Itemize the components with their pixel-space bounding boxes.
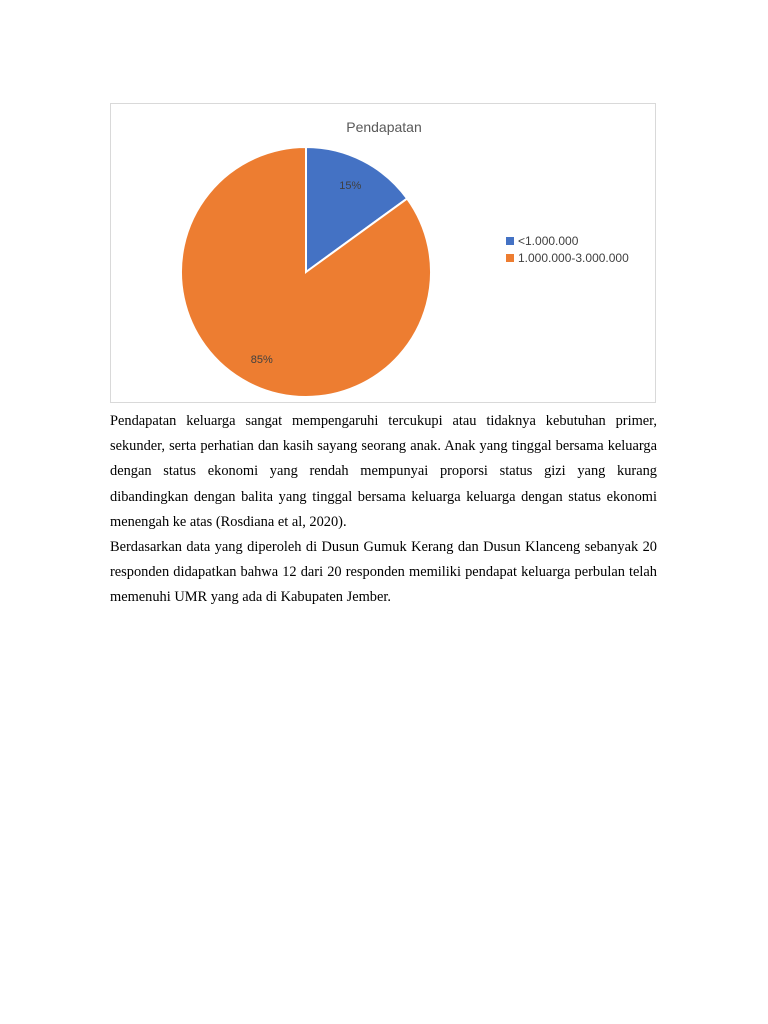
legend-swatch — [506, 254, 514, 262]
pie-slice-label: 15% — [339, 180, 362, 193]
legend-swatch — [506, 237, 514, 245]
pie-chart-svg — [111, 104, 657, 404]
chart-legend — [506, 234, 629, 265]
legend-label: 1.000.000-3.000.000 — [518, 251, 629, 265]
pie-slices — [181, 147, 431, 397]
legend-label: <1.000.000 — [518, 234, 579, 248]
paragraph-2: Berdasarkan data yang diperoleh di Dusun Gumuk Kerang dan Dusun Klanceng sebanyak 20 responden didapatkan bahwa 12 dari 20 responden memiliki pendapat keluarga perbulan telah memenuhi UMR yang ada di Kabupaten Jember. — [110, 539, 657, 606]
chart-title: Pendapatan — [346, 119, 422, 135]
pie-chart — [110, 103, 656, 403]
pie-slice-label: 85% — [250, 353, 273, 366]
body-text — [110, 409, 657, 611]
paragraph-1: Pendapatan keluarga sangat mempengaruhi tercukupi atau tidaknya kebutuhan primer, sekunder, serta perhatian dan kasih sayang seorang anak. Anak yang tinggal bersama keluarga dengan status ekonomi yang rendah mempunyai proporsi status gizi yang kurang dibandingkan dengan balita yang tinggal bersama keluarga keluarga dengan status ekonomi menengah ke atas (Rosdiana et al, 2020). — [110, 413, 657, 530]
